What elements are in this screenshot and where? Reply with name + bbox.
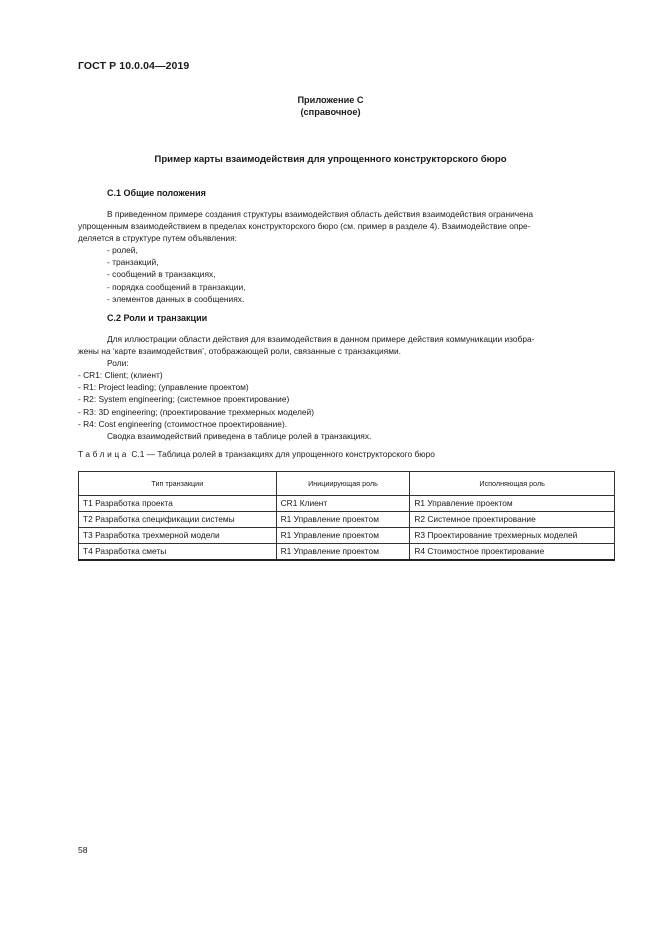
page-title: Пример карты взаимодействия для упрощенного конструкторского бюро xyxy=(154,154,507,165)
appendix-subtitle: (справочное) xyxy=(300,107,361,117)
section-1-para-line: деляется в структуре путем объявления: xyxy=(78,233,237,244)
table-cell: R1 Управление проектом xyxy=(276,544,410,561)
table-row xyxy=(79,528,615,544)
table-cell: Т4 Разработка сметы xyxy=(79,544,277,561)
list-item: - ролей, xyxy=(107,245,138,256)
roles-table xyxy=(78,471,615,561)
table-row xyxy=(79,512,615,528)
list-item: - порядка сообщений в транзакции, xyxy=(107,281,246,292)
column-header: Инициирующая роль xyxy=(276,472,410,496)
table-row xyxy=(79,496,615,512)
role-item: - R2: System engineering; (системное проектирование) xyxy=(78,394,290,405)
table-cell: R4 Стоимостное проектирование xyxy=(410,544,615,561)
list-item: - элементов данных в сообщениях. xyxy=(107,293,245,304)
section-1-para-line: В приведенном примере создания структуры взаимодействия область действия взаимодействия ограничена xyxy=(107,209,534,219)
section-2-para-line: жены на ‘карте взаимодействия’, отображающей роли, связанные с транзакциями. xyxy=(78,346,401,357)
roles-label: Роли: xyxy=(107,358,129,369)
table-caption-word: Таблица xyxy=(78,449,130,459)
column-header: Исполняющая роль xyxy=(410,472,615,496)
table-cell: R3 Проектирование трехмерных моделей xyxy=(410,528,615,544)
table-cell: CR1 Клиент xyxy=(276,496,410,512)
role-item: - R4: Cost engineering (стоимостное проектирование). xyxy=(78,418,288,429)
role-item: - R3: 3D engineering; (проектирование трехмерных моделей) xyxy=(78,406,315,417)
table-caption xyxy=(78,449,435,459)
section-2-body xyxy=(78,333,613,442)
section-1-body xyxy=(78,208,613,305)
page-number: 58 xyxy=(78,845,88,855)
document-id: ГОСТ Р 10.0.04—2019 xyxy=(78,60,190,72)
summary-text: Сводка взаимодействий приведена в таблице ролей в транзакциях. xyxy=(107,430,372,441)
table-cell: Т3 Разработка трехмерной модели xyxy=(79,528,277,544)
column-header: Тип транзакции xyxy=(79,472,277,496)
list-item: - транзакций, xyxy=(107,257,159,268)
appendix-title: Приложение С xyxy=(297,95,364,105)
table-cell: Т2 Разработка спецификации системы xyxy=(79,512,277,528)
table-header-row xyxy=(79,472,615,496)
list-item: - сообщений в транзакциях, xyxy=(107,269,216,280)
table-cell: Т1 Разработка проекта xyxy=(79,496,277,512)
section-2-para-line: Для иллюстрации области действия для взаимодействия в данном примере действия коммуникации изобра- xyxy=(107,334,535,344)
appendix-heading xyxy=(0,94,661,118)
table-caption-text: С.1 — Таблица ролей в транзакциях для упрощенного конструкторского бюро xyxy=(131,449,435,459)
table-row xyxy=(79,544,615,561)
table-cell: R2 Системное проектирование xyxy=(410,512,615,528)
role-item: - R1: Project leading; (управление проектом) xyxy=(78,382,249,393)
role-item: - CR1: Client; (клиент) xyxy=(78,370,163,381)
table-cell: R1 Управление проектом xyxy=(276,512,410,528)
section-1-para-line: упрощенным взаимодействием в пределах конструкторского бюро (см. пример в разделе 4). Взаимодействие опре- xyxy=(78,221,531,232)
section-1-heading: С.1 Общие положения xyxy=(107,188,206,198)
table-cell: R1 Управление проектом xyxy=(276,528,410,544)
table-cell: R1 Управление проектом xyxy=(410,496,615,512)
section-2-heading: С.2 Роли и транзакции xyxy=(107,313,208,323)
